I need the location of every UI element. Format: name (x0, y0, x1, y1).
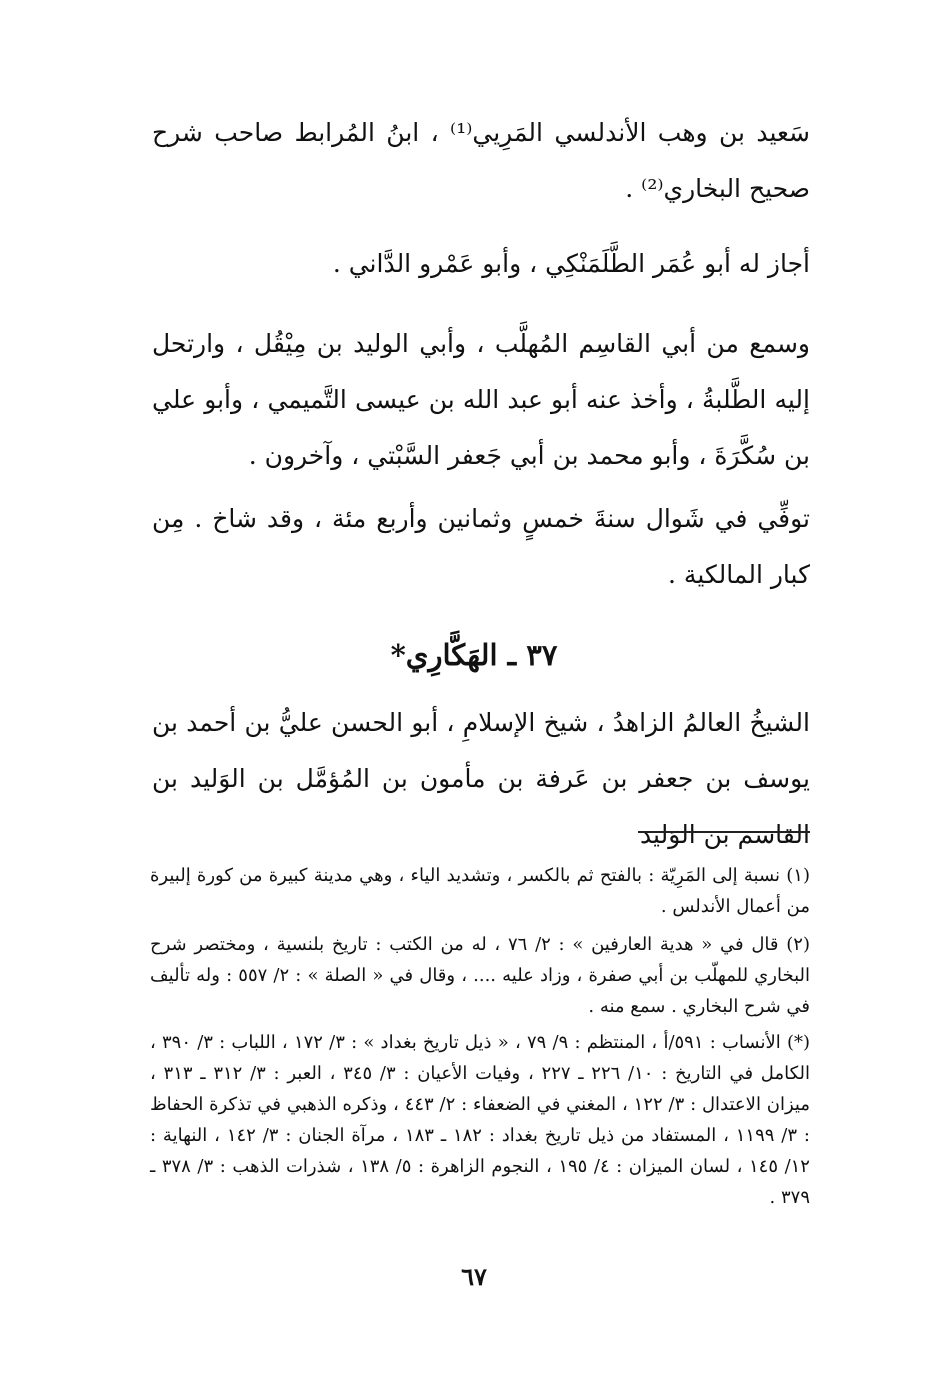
entry-heading: ٣٧ ـ الهَكَّارِي* (390, 638, 558, 672)
footnote-sources: (*) الأنساب : ٥٩١/أ ، المنتظم : ٩/ ٧٩ ، « ذيل تاريخ بغداد » : ٣/ ١٧٢ ، اللباب : ٣/ ٣٩٠ ، الكامل في التاريخ : ١٠/ ٢٢٦ ـ ٢٢٧ ، وفيات الأعيان : ٣/ ٣٤٥ ، العبر : ٣/ ٣١٢ ـ ٣١٣ ، ميزان الاعتدال : ٣/ ١٢٢ ، المغني في الضعفاء : ٢/ ٤٤٣ ، وذكره الذهبي في تذكرة الحفاظ : ٣/ ١١٩٩ ، المستفاد من ذيل تاريخ بغداد : ١٨٢ ـ ١٨٣ ، مرآة الجنان : ٣/ ١٤٢ ، النهاية : ١٢/ ١٤٥ ، لسان الميزان : ٤/ ١٩٥ ، النجوم الزاهرة : ٥/ ١٣٨ ، شذرات الذهب : ٣/ ٣٧٨ ـ ٣٧٩ . (150, 1032, 811, 1208)
footnote-1: (١) نسبة إلى المَرِيّة : بالفتح ثم بالكسر ، وتشديد الياء ، وهي مدينة كبيرة من كورة إلبيرة من أعمال الأندلس . (150, 865, 810, 917)
paragraph-biography: الشيخُ العالمُ الزاهدُ ، شيخ الإسلامِ ، أبو الحسن عليُّ بن أحمد بن يوسف بن جعفر بن عَرفة بن مأمون بن المُؤمَّل بن الوَليد بن القاسم بن الوَليد (152, 708, 810, 849)
paragraph-continuation: سَعيد بن وهب الأندلسي المَرِيي⁽¹⁾ ، ابنُ المُرابط صاحب شرح صحيح البخاري⁽²⁾ . (152, 118, 810, 203)
paragraph-ijaza: أجاز له أبو عُمَر الطَّلَمَنْكِي ، وأبو عَمْرو الدَّاني . (332, 249, 810, 278)
page-number: ٦٧ (461, 1262, 487, 1291)
footnote-divider (638, 831, 810, 833)
paragraph-teachers: وسمع من أبي القاسِم المُهلَّب ، وأبي الوليد بن مِيْقُل ، وارتحل إليه الطَّلبةُ ، وأخذ عنه أبو عبد الله بن عيسى التَّميمي ، وأبو علي بن سُكَّرَةَ ، وأبو محمد بن أبي جَعفر السَّبْتي ، وآخرون . (152, 329, 810, 470)
footnote-2: (٢) قال في « هدية العارفين » : ٢/ ٧٦ ، له من الكتب : تاريخ بلنسية ، ومختصر شرح البخاري للمهلّب بن أبي صفرة ، وزاد عليه .... ، وقال في « الصلة » : ٢/ ٥٥٧ : وله تأليف في شرح البخاري . سمع منه . (150, 934, 810, 1017)
paragraph-death: توفِّي في شَوال سنةَ خمسٍ وثمانين وأربع مئة ، وقد شاخ . مِن كبار المالكية . (152, 504, 810, 589)
